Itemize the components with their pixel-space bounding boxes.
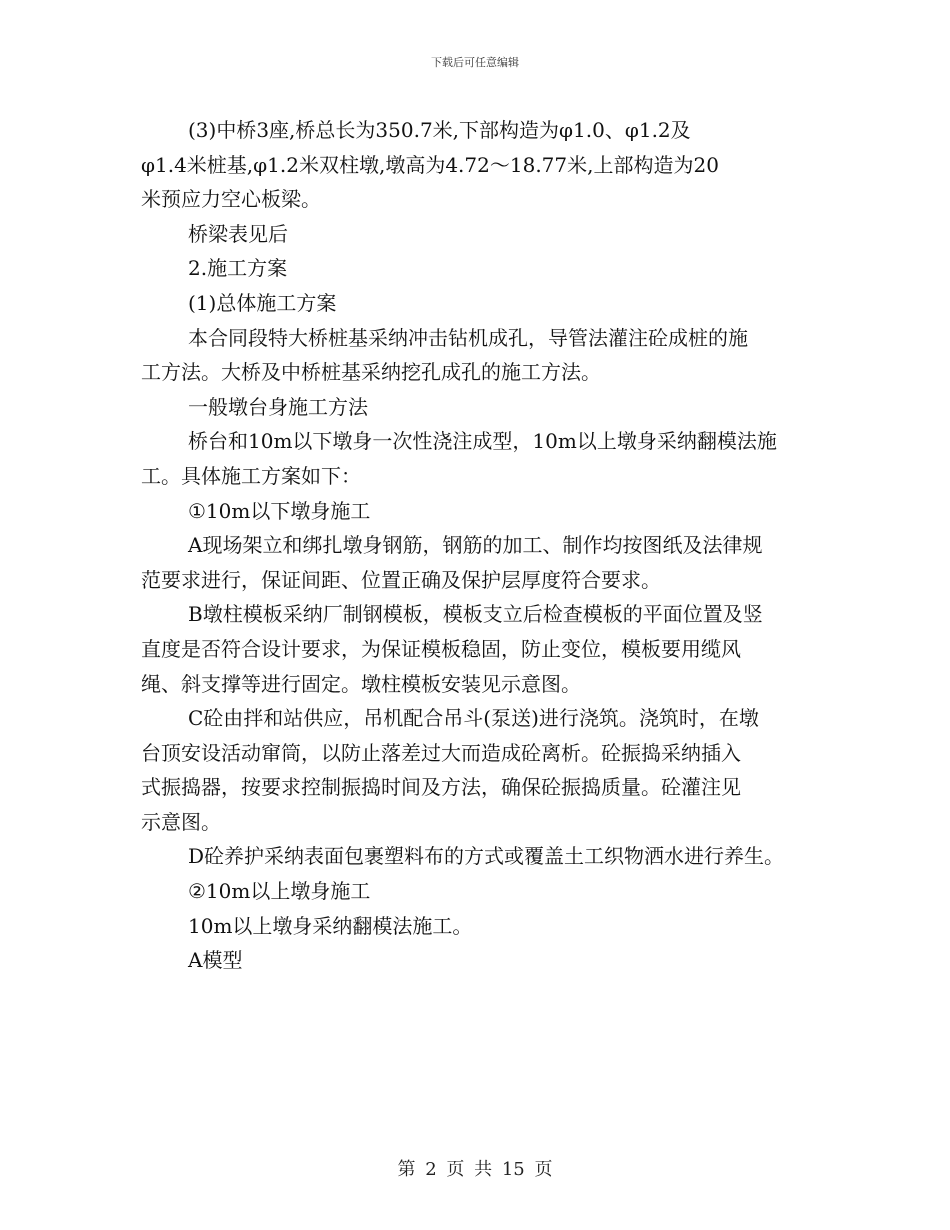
text-line: 桥台和10m以下墩身一次性浇注成型，10m以上墩身采纳翻模法施	[188, 429, 777, 454]
document-body	[141, 113, 831, 978]
text-line: 本合同段特大桥桩基采纳冲击钻机成孔，导管法灌注砼成桩的施	[188, 325, 748, 350]
text-line: 2.施工方案	[188, 256, 288, 281]
text-line: (3)中桥3座,桥总长为350.7米,下部构造为φ1.0、φ1.2及	[188, 118, 691, 142]
text-line: 台顶安设活动窜筒，以防止落差过大而造成砼离析。砼振捣采纳插入	[141, 740, 741, 765]
text-line: 米预应力空心板梁。	[141, 187, 321, 212]
text-line: 绳、斜支撑等进行固定。墩柱模板安装见示意图。	[141, 671, 581, 696]
text-line: (1)总体施工方案	[188, 290, 337, 315]
text-line: ②10m以上墩身施工	[188, 879, 371, 904]
text-line: 示意图。	[141, 809, 221, 834]
text-line: D砼养护采纳表面包裹塑料布的方式或覆盖土工织物洒水进行养生。	[188, 844, 785, 869]
text-line: 一般墩台身施工方法	[188, 394, 368, 419]
page-header: 下载后可任意编辑	[431, 56, 519, 69]
text-line: 工。具体施工方案如下：	[141, 463, 361, 488]
text-line: B墩柱模板采纳厂制钢模板，模板支立后检查模板的平面位置及竖	[188, 602, 763, 627]
text-line: 式振捣器，按要求控制振捣时间及方法，确保砼振捣质量。砼灌注见	[141, 775, 741, 800]
text-line: 10m以上墩身采纳翻模法施工。	[188, 913, 473, 938]
text-line: 直度是否符合设计要求，为保证模板稳固，防止变位，模板要用缆风	[141, 636, 741, 661]
text-line: ①10m以下墩身施工	[188, 498, 371, 523]
text-line: A模型	[188, 948, 243, 973]
text-line: φ1.4米桩基,φ1.2米双柱墩,墩高为4.72～18.77米,上部构造为20	[141, 152, 719, 177]
text-line: C砼由拌和站供应，吊机配合吊斗(泵送)进行浇筑。浇筑时，在墩	[188, 706, 759, 731]
text-line: 桥梁表见后	[188, 221, 288, 246]
page-footer: 第 2 页 共 15 页	[397, 1159, 553, 1180]
text-line: 范要求进行，保证间距、位置正确及保护层厚度符合要求。	[141, 567, 661, 592]
text-line: 工方法。大桥及中桥桩基采纳挖孔成孔的施工方法。	[141, 360, 601, 385]
text-line: A现场架立和绑扎墩身钢筋，钢筋的加工、制作均按图纸及法律规	[188, 533, 763, 558]
